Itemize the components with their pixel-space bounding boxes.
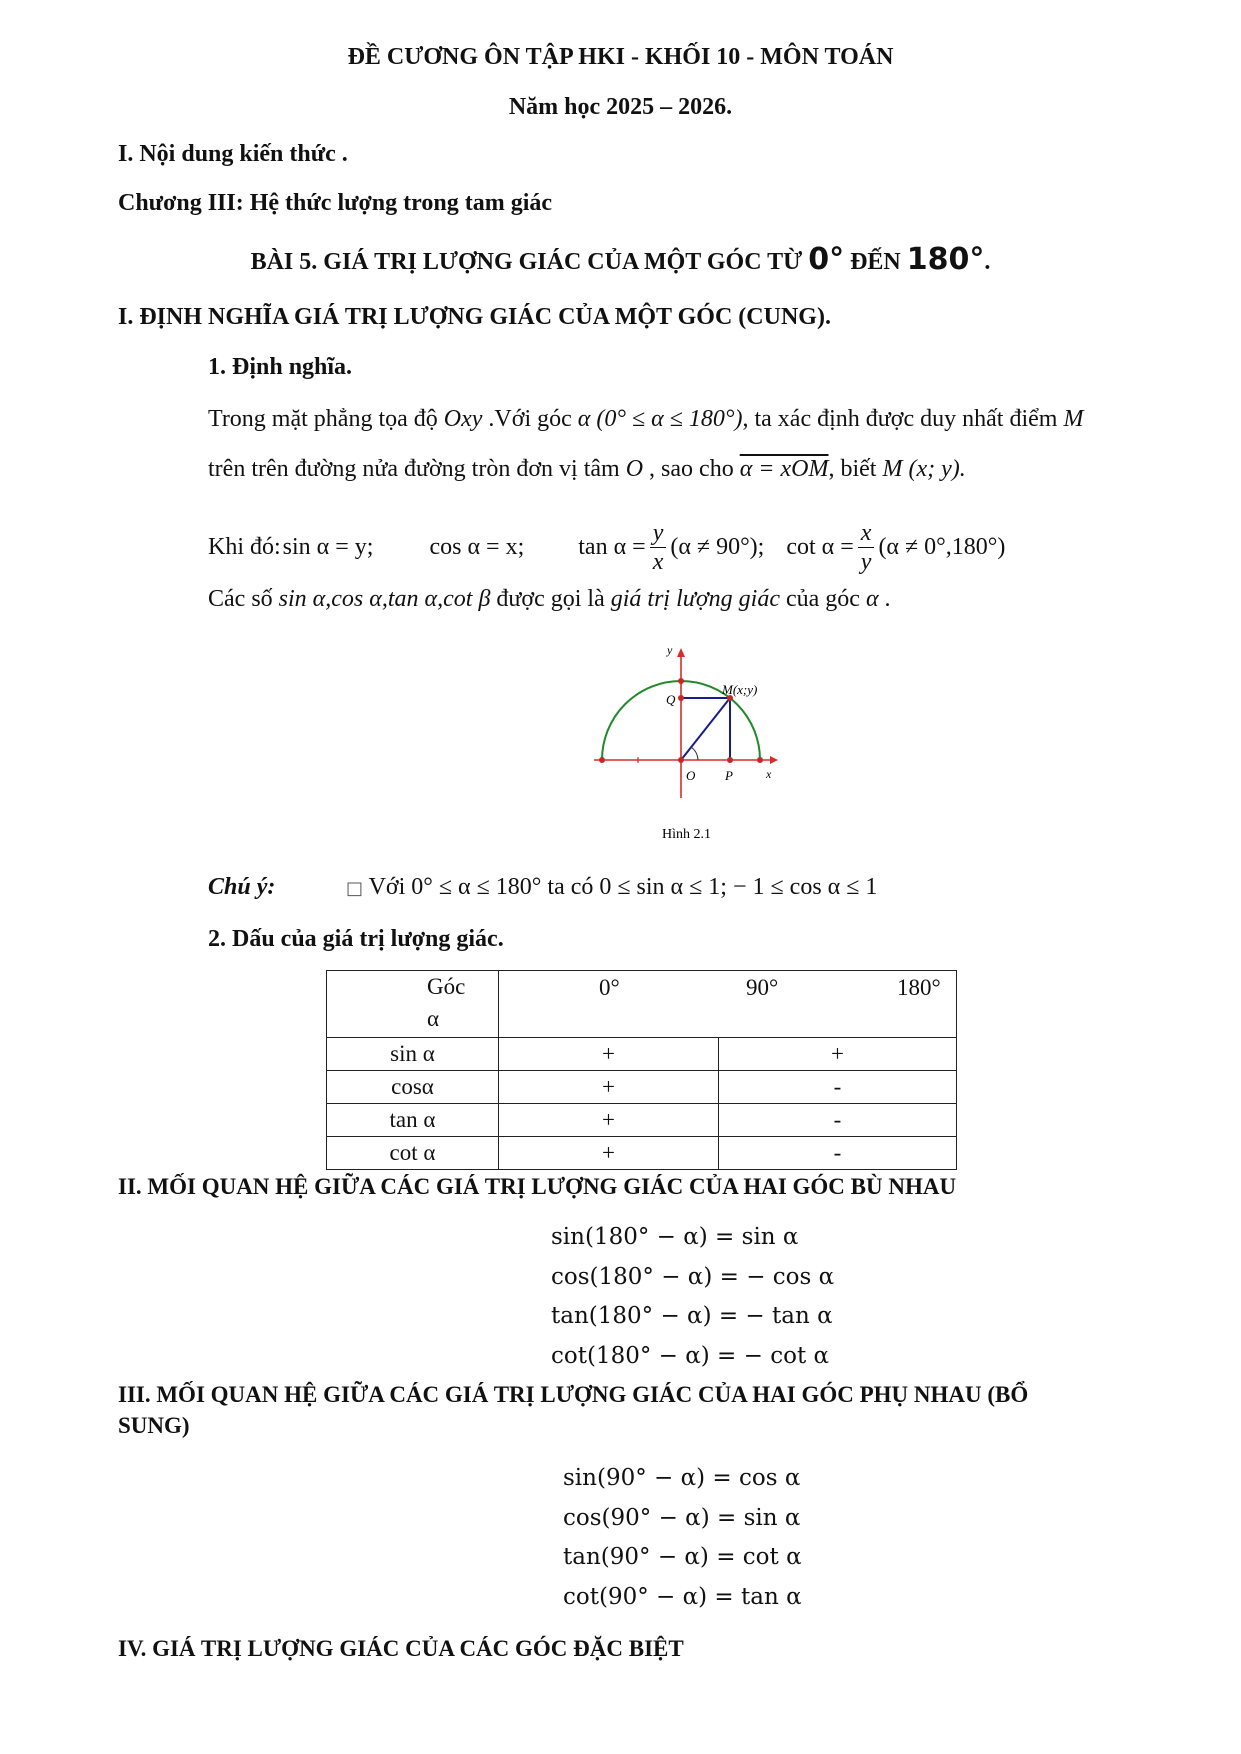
trig-definitions xyxy=(208,514,1005,580)
cot-definition-lhs: cot α = xyxy=(786,533,854,560)
document-title: ĐỀ CƯƠNG ÔN TẬP HKI - KHỐI 10 - MÔN TOÁN xyxy=(347,44,894,70)
cos-definition: cos α = x; xyxy=(429,533,525,560)
cot-numerator: x xyxy=(858,519,875,548)
sign-cell: + xyxy=(499,1137,719,1170)
section3-heading-cont: SUNG) xyxy=(118,1413,190,1438)
lesson-title xyxy=(0,242,1241,277)
sign-cell: + xyxy=(499,1038,719,1071)
complementary-identity: sin(90° − α) = cos α xyxy=(563,1465,801,1491)
sin-definition: sin α = y; xyxy=(282,533,374,560)
y-axis-arrow xyxy=(677,648,685,657)
complementary-identity: cos(90° − α) = sin α xyxy=(563,1505,801,1531)
table-row xyxy=(327,1071,957,1104)
section2-heading: II. MỐI QUAN HỆ GIỮA CÁC GIÁ TRỊ LƯỢNG GIÁC CỦA HAI GÓC BÙ NHAU xyxy=(118,1174,957,1199)
cot-denominator: y xyxy=(860,548,872,575)
row-label: sin α xyxy=(327,1038,499,1071)
part-heading: I. Nội dung kiến thức . xyxy=(118,141,348,167)
point-top xyxy=(678,678,684,684)
oxy-symbol: Oxy xyxy=(443,406,483,432)
q-label: Q xyxy=(666,692,676,707)
khi-do-label: Khi đó: xyxy=(208,533,281,560)
table-header-row xyxy=(327,971,957,1038)
sign-cell: + xyxy=(499,1104,719,1137)
corner-bottom-label: α xyxy=(427,1006,440,1031)
sign-cell: - xyxy=(719,1104,957,1137)
definition-text: , ta xác định được duy nhất điểm xyxy=(742,406,1064,432)
sentence-text: được gọi là xyxy=(490,586,611,612)
point-q xyxy=(678,695,684,701)
lesson-title-dot: . xyxy=(984,249,991,275)
definition-text: , sao cho xyxy=(643,456,740,482)
lesson-end-degree: 180° xyxy=(906,242,985,277)
tan-numerator: y xyxy=(650,519,667,548)
figure-caption: Hình 2.1 xyxy=(662,827,711,840)
radius-om xyxy=(681,698,730,760)
row-label: tan α xyxy=(327,1104,499,1137)
sign-table xyxy=(326,970,957,1170)
sign-cell: - xyxy=(719,1071,957,1104)
unit-circle-diagram xyxy=(570,640,790,840)
angle-range-math: α (0° ≤ α ≤ 180°) xyxy=(577,406,743,432)
supplementary-identity: sin(180° − α) = sin α xyxy=(551,1224,799,1250)
alpha-symbol: α xyxy=(865,586,879,612)
trig-values-term: giá trị lượng giác xyxy=(610,586,780,612)
trig-names-math: sin α,cos α,tan α,cot β xyxy=(278,586,491,612)
sign-cell: + xyxy=(499,1071,719,1104)
angles-header xyxy=(499,971,956,1037)
point-p xyxy=(727,757,733,763)
corner-cell xyxy=(327,971,499,1038)
p-label: P xyxy=(725,768,733,783)
supplementary-identity: tan(180° − α) = − tan α xyxy=(551,1303,833,1329)
school-year: Năm học 2025 – 2026. xyxy=(508,94,733,120)
lesson-title-prefix: BÀI 5. GIÁ TRỊ LƯỢNG GIÁC CỦA MỘT GÓC TỪ xyxy=(250,249,803,275)
note-text: Với 0° ≤ α ≤ 180° ta có 0 ≤ sin α ≤ 1; − 1 ≤ cos α ≤ 1 xyxy=(368,874,878,900)
y-axis-label: y xyxy=(667,643,673,657)
table-row xyxy=(327,1038,957,1071)
point-m-symbol: M xyxy=(1063,406,1084,432)
point-coordinates: M (x; y). xyxy=(882,456,966,482)
lesson-title-mid: ĐẾN xyxy=(850,249,901,275)
definition-text: Trong mặt phẳng tọa độ xyxy=(208,406,444,432)
section3-heading: III. MỐI QUAN HỆ GIỮA CÁC GIÁ TRỊ LƯỢNG GIÁC CỦA HAI GÓC PHỤ NHAU (BỔ xyxy=(118,1382,1029,1407)
angle-0-label: 0° xyxy=(599,975,620,1000)
origin-label: O xyxy=(686,768,696,783)
sign-cell: - xyxy=(719,1137,957,1170)
m-label: M(x;y) xyxy=(722,682,758,697)
subsection-signs: 2. Dấu của giá trị lượng giác. xyxy=(208,926,504,952)
table-row xyxy=(327,1104,957,1137)
definition-line-2 xyxy=(208,456,966,483)
angle-90-label: 90° xyxy=(746,975,779,1000)
definition-text: .Với góc xyxy=(482,406,578,432)
definition-text: trên trên đường nửa đường tròn đơn vị tâm xyxy=(208,456,626,482)
row-label: cosα xyxy=(327,1071,499,1104)
cot-fraction xyxy=(858,519,875,576)
x-axis-label: x xyxy=(766,767,772,781)
angle-xom-math: α = xOM xyxy=(739,456,829,482)
definition-line-1 xyxy=(208,406,1083,433)
note-content xyxy=(346,874,877,901)
corner-top-label: Góc xyxy=(427,974,466,999)
supplementary-identity: cot(180° − α) = − cot α xyxy=(551,1343,830,1369)
angles-header-cell xyxy=(499,971,957,1038)
tan-denominator: x xyxy=(652,548,664,575)
note-label: Chú ý: xyxy=(208,874,276,900)
subsection-definition: 1. Định nghĩa. xyxy=(208,354,353,380)
row-label: cot α xyxy=(327,1137,499,1170)
angle-arc xyxy=(691,747,698,760)
section1-heading: I. ĐỊNH NGHĨA GIÁ TRỊ LƯỢNG GIÁC CỦA MỘT GÓC (CUNG). xyxy=(118,304,831,330)
sign-cell: + xyxy=(719,1038,957,1071)
x-axis-arrow xyxy=(770,756,778,764)
sentence-text: của góc xyxy=(779,586,866,612)
origin-symbol: O xyxy=(625,456,644,482)
lesson-zero-degree: 0° xyxy=(808,242,845,277)
tan-definition-lhs: tan α = xyxy=(578,533,646,560)
supplementary-identity: cos(180° − α) = − cos α xyxy=(551,1264,835,1290)
unit-circle-figure xyxy=(570,640,790,840)
complementary-identity: tan(90° − α) = cot α xyxy=(563,1544,802,1570)
cot-condition: (α ≠ 0°,180°) xyxy=(878,533,1006,560)
sentence-text: Các số xyxy=(208,586,279,612)
tan-fraction xyxy=(650,519,667,576)
checkbox-icon: □ xyxy=(346,878,364,899)
trig-values-sentence xyxy=(208,586,891,613)
angle-180-label: 180° xyxy=(897,975,941,1000)
table-row xyxy=(327,1137,957,1170)
definition-text: , biết xyxy=(828,456,883,482)
tan-condition: (α ≠ 90°); xyxy=(670,533,765,560)
chapter-heading: Chương III: Hệ thức lượng trong tam giác xyxy=(118,190,553,216)
sentence-text: . xyxy=(878,586,891,612)
point-right xyxy=(757,757,763,763)
complementary-identity: cot(90° − α) = tan α xyxy=(563,1584,802,1610)
point-o xyxy=(678,757,684,763)
point-left xyxy=(599,757,605,763)
section4-heading: IV. GIÁ TRỊ LƯỢNG GIÁC CỦA CÁC GÓC ĐẶC BIỆT xyxy=(118,1636,684,1661)
